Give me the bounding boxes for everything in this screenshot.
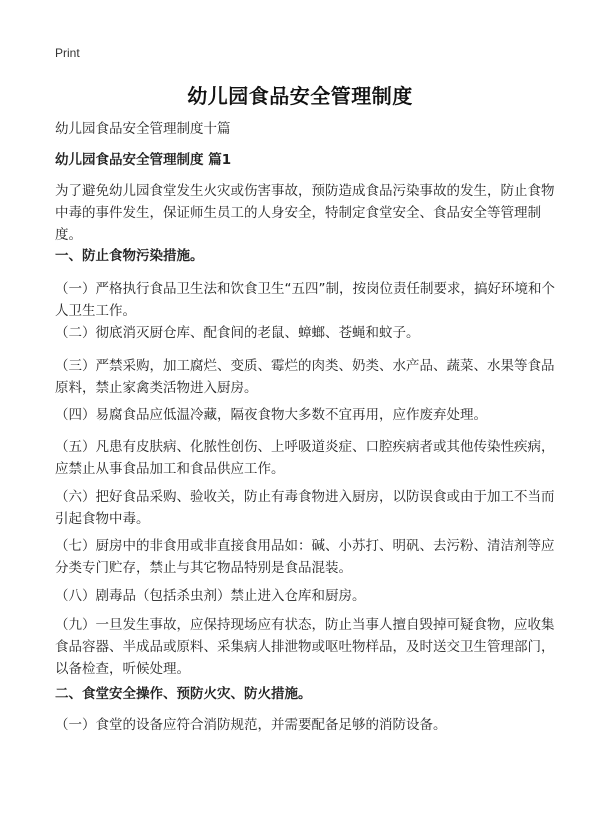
list-item: （三）严禁采购，加工腐烂、变质、霉烂的肉类、奶类、水产品、蔬菜、水果等食品原料，禁止家禽类活物进入厨房。 [55,358,555,396]
heading-food-contamination: 一、防止食物污染措施。 [55,248,204,264]
heading-fire-safety: 二、食堂安全操作、预防火灾、防火措施。 [55,686,312,702]
list-item: （七）厨房中的非食用或非直接食用品如：碱、小苏打、明矾、去污粉、清洁剂等应分类专门贮存，禁止与其它物品特别是食品混装。 [55,538,555,576]
document-subtitle: 幼儿园食品安全管理制度十篇 [55,121,231,137]
document-title: 幼儿园食品安全管理制度 [187,84,413,108]
intro-paragraph: 为了避免幼儿园食堂发生火灾或伤害事故，预防造成食品污染事故的发生，防止食物中毒的事件发生，保证师生员工的人身安全，特制定食堂安全、食品安全等管理制度。 [55,183,555,243]
list-item: （一）严格执行食品卫生法和饮食卫生“五四”制，按岗位责任制要求，搞好环境和个人卫生工作。 [55,281,555,319]
list-item: （六）把好食品采购、验收关，防止有毒食物进入厨房，以防误食或由于加工不当而引起食物中毒。 [55,489,555,527]
list-item: （一）食堂的设备应符合消防规范，并需要配备足够的消防设备。 [55,717,447,733]
list-item: （二）彻底消灭厨仓库、配食间的老鼠、蟑螂、苍蝇和蚊子。 [55,325,420,341]
list-item: （四）易腐食品应低温冷藏，隔夜食物大多数不宜再用，应作废弃处理。 [55,407,487,423]
list-item: （五）凡患有皮肤病、化脓性创伤、上呼吸道炎症、口腔疾病者或其他传染性疾病，应禁止从事食品加工和食品供应工作。 [55,439,555,477]
section-heading: 幼儿园食品安全管理制度 篇1 [55,152,232,168]
list-item: （九）一旦发生事故，应保持现场应有状态，防止当事人擅自毁掉可疑食物，应收集食品容器、半成品或原料、采集病人排泄物或呕吐物样品，及时送交卫生管理部门，以备检查，听候处理。 [55,617,555,677]
print-label: Print [55,46,80,60]
list-item: （八）剧毒品（包括杀虫剂）禁止进入仓库和厨房。 [55,588,366,604]
